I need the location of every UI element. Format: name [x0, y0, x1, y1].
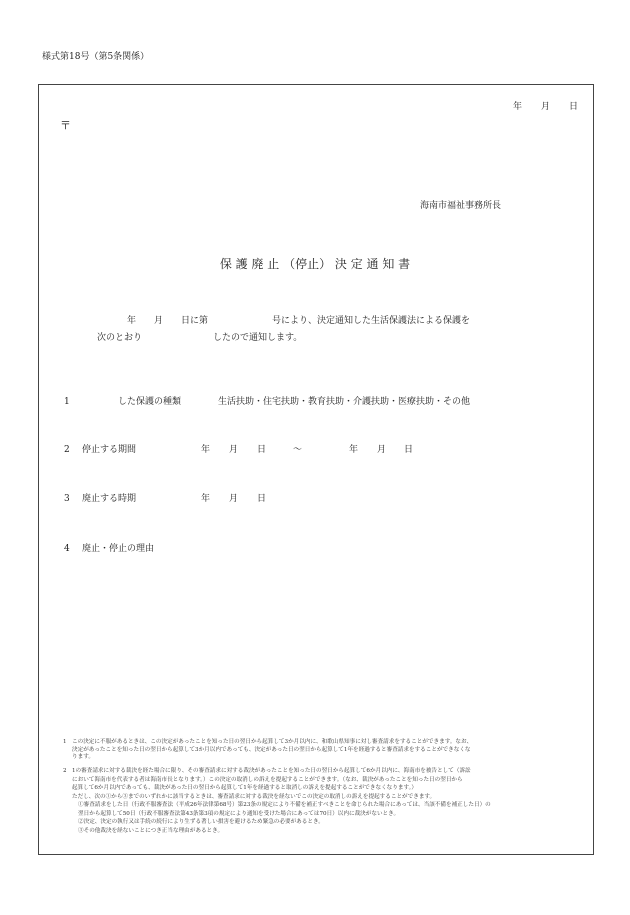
- item-number: 4: [64, 544, 70, 554]
- note-line: ただし、次の①から③までのいずれかに該当するときは、審査請求に対する裁決を経ないでこの決定の取消しの訴えを提起することができます。: [72, 793, 436, 800]
- sender-name: 海南市福祉事務所長: [420, 201, 502, 211]
- note-line: 起算して6か月以内であっても、裁決があった日の翌日から起算して1年を経過すると取消しの訴えを提起することができなくなります。）: [72, 785, 417, 791]
- body-line2-text: したので通知します。: [213, 333, 303, 343]
- period-separator: ～: [293, 445, 303, 455]
- item-label-reason: 廃止・停止の理由: [82, 544, 155, 554]
- notice-date-month: 月: [541, 102, 551, 112]
- item-label-suspension-period: 停止する期間: [82, 445, 137, 455]
- body-month: 月: [154, 316, 164, 326]
- item-number: 1: [64, 397, 70, 407]
- notice-date-year: 年: [513, 102, 523, 112]
- period-from-year: 年: [201, 445, 211, 455]
- notice-date-day: 日: [569, 102, 579, 112]
- body-line2-prefix: 次のとおり: [97, 333, 143, 343]
- abolition-month: 月: [229, 494, 239, 504]
- body-day-text: 日に第: [181, 316, 209, 326]
- period-to-year: 年: [349, 445, 359, 455]
- abolition-day: 日: [257, 494, 267, 504]
- item-number: 2: [64, 445, 70, 455]
- note-line: 決定があったことを知った日の翌日から起算して3か月以内であっても、決定があった日の翌日から起算して1年を経過すると審査請求をすることができなくな: [72, 746, 471, 753]
- note-line: この決定に不服があるときは、この決定があったことを知った日の翌日から起算して3か月以内に、和歌山県知事に対し審査請求をすることができます。なお、: [72, 739, 473, 745]
- abolition-year: 年: [201, 494, 211, 504]
- note-subitem: 翌日から起算して50日（行政不服審査法第43条第3項の規定により通知を受けた場合にあっては70日）以内に裁決がないとき。: [78, 810, 400, 817]
- note-subitem: ③その他裁決を経ないことにつき正当な理由があるとき。: [78, 827, 224, 834]
- note-number: 1: [63, 739, 67, 745]
- item-label-abolition-date: 廃止する時期: [82, 494, 137, 504]
- note-line: 1の審査請求に対する裁決を経た場合に限り、その審査請求に対する裁決があったことを知った日の翌日から起算して6か月以内に、海南市を被告として（訴訟: [72, 768, 471, 774]
- note-number: 2: [63, 768, 67, 774]
- note-subitem: ①審査請求をした日（行政不服審査法（平成26年法律第68号）第23条の規定により不備を補正すべきことを命じられた場合にあっては、当該不備を補正した日）の: [78, 802, 491, 808]
- item-number: 3: [64, 494, 70, 504]
- note-line: において海南市を代表する者は海南市長となります。）この決定の取消しの訴えを提起することができます。（なお、裁決があったことを知った日の翌日から: [72, 776, 463, 783]
- form-number: 様式第18号（第5条関係）: [42, 52, 150, 62]
- period-to-month: 月: [377, 445, 387, 455]
- assistance-type-options: 生活扶助・住宅扶助・教育扶助・介護扶助・医療扶助・その他: [218, 397, 471, 407]
- body-line1-text: 号により、決定通知した生活保護法による保護を: [272, 316, 471, 326]
- page-title: 保 護 廃 止 （停止） 決 定 通 知 書: [219, 257, 411, 271]
- postal-mark: 〒: [60, 119, 71, 132]
- item-label-assistance-type: した保護の種類: [118, 397, 182, 407]
- note-subitem: ②決定、決定の執行又は手続の続行により生ずる著しい損害を避けるため緊急の必要があるとき。: [78, 819, 324, 825]
- note-line: ります。: [72, 754, 94, 760]
- body-year: 年: [127, 316, 137, 326]
- period-from-day: 日: [257, 445, 267, 455]
- period-to-day: 日: [404, 445, 414, 455]
- period-from-month: 月: [229, 445, 239, 455]
